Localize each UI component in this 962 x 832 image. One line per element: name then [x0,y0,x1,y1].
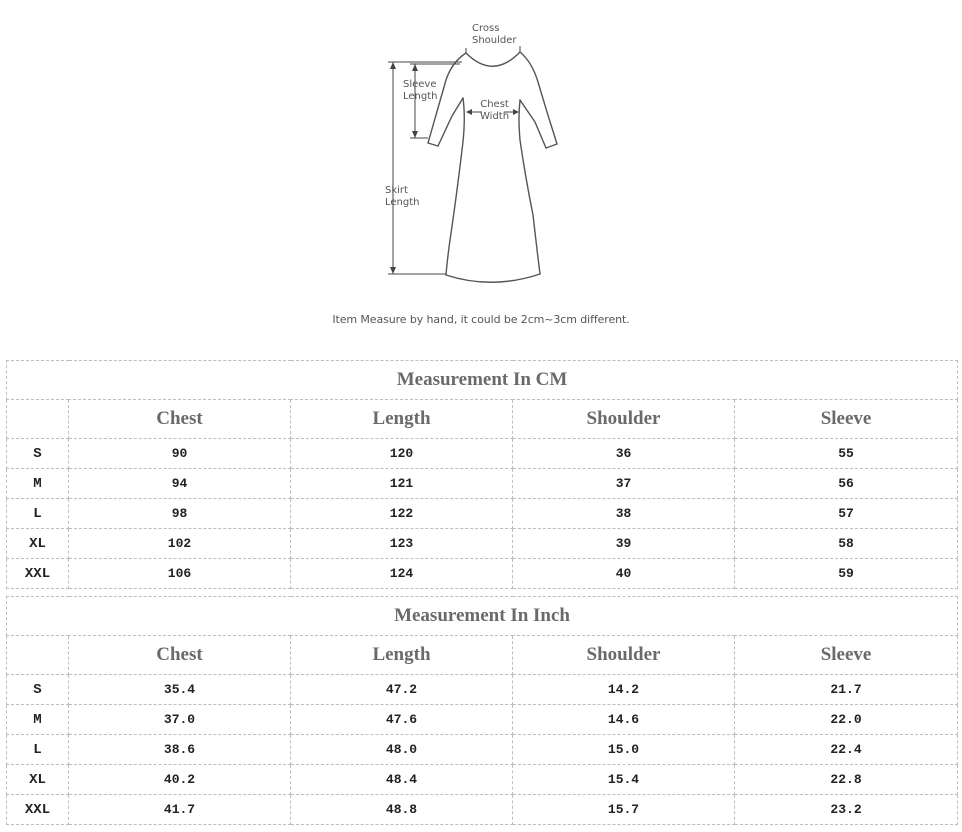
shoulder-cell: 36 [513,439,735,469]
table-row [7,675,958,705]
sleeve-cell: 22.0 [735,705,958,735]
length-cell: 48.8 [291,795,513,825]
header-cell-chest: Chest [69,400,291,439]
table-row [7,795,958,825]
table-row [7,765,958,795]
shoulder-cell: 40 [513,559,735,589]
skirt-length-label: Skirt Length [385,185,420,208]
table-header-row [7,400,958,439]
chest-cell: 102 [69,529,291,559]
header-cell-shoulder: Shoulder [513,400,735,439]
right-cuff [546,144,557,148]
sleeve-cell: 23.2 [735,795,958,825]
length-cell: 123 [291,529,513,559]
table-row [7,529,958,559]
sleeve-cell: 22.8 [735,765,958,795]
measurement-table-cm [6,360,958,589]
sleeve-cell: 57 [735,499,958,529]
neckline [466,52,520,66]
length-cell: 121 [291,469,513,499]
table-row [7,439,958,469]
shoulder-cell: 15.0 [513,735,735,765]
shoulder-cell: 39 [513,529,735,559]
chest-cell: 38.6 [69,735,291,765]
length-cell: 47.2 [291,675,513,705]
sleeve-cell: 59 [735,559,958,589]
shoulder-cell: 37 [513,469,735,499]
chest-cell: 106 [69,559,291,589]
chest-cell: 35.4 [69,675,291,705]
size-cell: XL [7,765,69,795]
shoulder-cell: 15.7 [513,795,735,825]
header-cell-length: Length [291,636,513,675]
chest-cell: 98 [69,499,291,529]
sleeve-length-label: Sleeve Length [403,79,438,102]
length-cell: 48.0 [291,735,513,765]
table-row [7,499,958,529]
length-cell: 48.4 [291,765,513,795]
dress-outline-illustration [0,0,962,340]
size-cell: XXL [7,559,69,589]
chest-cell: 41.7 [69,795,291,825]
size-cell: L [7,735,69,765]
table-header-row [7,636,958,675]
table-row [7,735,958,765]
sleeve-cell: 56 [735,469,958,499]
sleeve-cell: 55 [735,439,958,469]
size-cell: M [7,469,69,499]
table-title: Measurement In Inch [7,597,958,636]
chest-cell: 37.0 [69,705,291,735]
size-cell: M [7,705,69,735]
sleeve-cell: 22.4 [735,735,958,765]
length-cell: 122 [291,499,513,529]
measurement-note: Item Measure by hand, it could be 2cm~3cm different. [332,313,630,326]
size-cell: XXL [7,795,69,825]
length-cell: 124 [291,559,513,589]
sleeve-cell: 58 [735,529,958,559]
table-row [7,469,958,499]
size-cell: XL [7,529,69,559]
chest-cell: 40.2 [69,765,291,795]
shoulder-cell: 14.6 [513,705,735,735]
shoulder-cell: 38 [513,499,735,529]
dress-measurement-diagram [0,0,962,340]
left-cuff [428,143,438,146]
shoulder-cell: 14.2 [513,675,735,705]
right-sleeve-inner [520,100,546,148]
cross-shoulder-label: Cross Shoulder [472,23,517,46]
table-row [7,559,958,589]
chest-cell: 94 [69,469,291,499]
header-cell-sleeve: Sleeve [735,636,958,675]
header-cell-empty [7,636,69,675]
chest-cell: 90 [69,439,291,469]
size-cell: L [7,499,69,529]
length-cell: 47.6 [291,705,513,735]
header-cell-sleeve: Sleeve [735,400,958,439]
header-cell-length: Length [291,400,513,439]
table-row [7,705,958,735]
header-cell-shoulder: Shoulder [513,636,735,675]
size-cell: S [7,675,69,705]
size-cell: S [7,439,69,469]
header-cell-chest: Chest [69,636,291,675]
shoulder-cell: 15.4 [513,765,735,795]
header-cell-empty [7,400,69,439]
left-sleeve-inner [438,98,463,146]
table-title: Measurement In CM [7,361,958,400]
chest-width-label: Chest Width [480,99,510,122]
sleeve-cell: 21.7 [735,675,958,705]
hem [446,274,540,282]
measurement-table-inch [6,596,958,825]
length-cell: 120 [291,439,513,469]
